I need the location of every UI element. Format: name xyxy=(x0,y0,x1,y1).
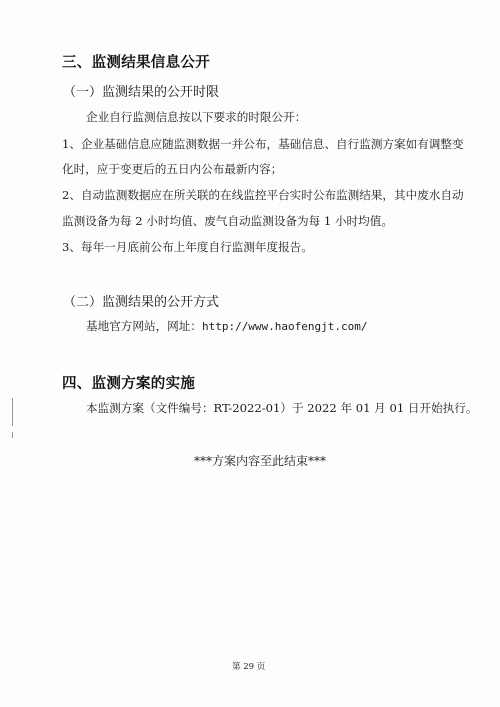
end-note: ***方案内容至此结束*** xyxy=(194,454,327,468)
section-4-heading: 四、监测方案的实施 xyxy=(62,376,196,392)
intro-paragraph: 企业自行监测信息按以下要求的时限公开： xyxy=(86,110,307,124)
subsection-1-heading: （一）监测结果的公开时限 xyxy=(63,85,220,100)
implementation-paragraph: 本监测方案（文件编号：RT-2022-01）于 2022 年 01 月 01 日开始执行。 xyxy=(86,401,478,415)
scan-mark xyxy=(12,398,13,426)
website-link[interactable]: http://www.haofengjt.com/ xyxy=(201,320,368,333)
item-2-line-2: 监测设备为每 2 小时均值、废气自动监测设备为每 1 小时均值。 xyxy=(62,214,393,228)
item-1-line-2: 化时，应于变更后的五日内公布最新内容； xyxy=(62,162,283,176)
website-label: 基地官方网站，网址： xyxy=(86,319,202,333)
subsection-2-heading: （二）监测结果的公开方式 xyxy=(63,295,220,310)
page-number: 第 29 页 xyxy=(232,662,266,672)
scan-mark xyxy=(12,432,13,438)
website-line xyxy=(86,318,368,334)
item-3: 3、每年一月底前公布上年度自行监测年度报告。 xyxy=(62,240,313,254)
item-2-line-1: 2、自动监测数据应在所关联的在线监控平台实时公布监测结果，其中废水自动 xyxy=(62,188,464,202)
item-1-line-1: 1、企业基础信息应随监测数据一并公布，基础信息、自行监测方案如有调整变 xyxy=(62,137,464,151)
section-3-heading: 三、监测结果信息公开 xyxy=(62,55,210,71)
